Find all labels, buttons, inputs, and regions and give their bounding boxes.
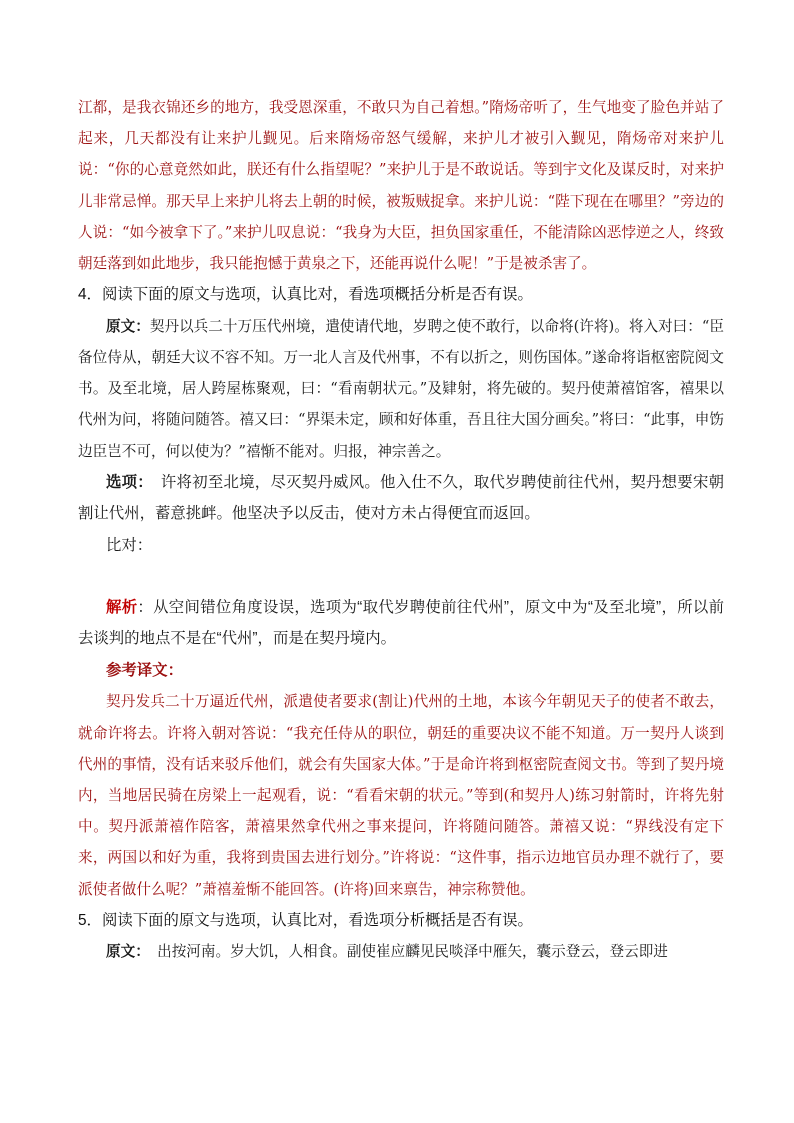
q4-reference-translation: 契丹发兵二十万逼近代州，派遣使者要求(割让)代州的土地，本该今年朝见天子的使者不敢去，就命许将去。许将入朝对答说：“我充任侍从的职位，朝廷的重要决议不能不知道。万一契丹人谈到代州的事情，没有话来驳斥他们，就会有失国家大体。”于是命许将到枢密院查阅文书。等到了契丹境内，当地居民骑在房梁上一起观看，说：“看看宋朝的状元。”等到(和契丹人)练习射箭时，许将先射中。契丹派萧禧作陪客，萧禧果然拿代州之事来提问，许将随问随答。萧禧又说：“界线没有定下来，两国以和好为重，我将到贵国去进行划分。”许将说：“这件事，指示边地官员办理不就行了，要派使者做什么呢？”萧禧羞惭不能回答。(许将)回来禀告，神宗称赞他。 (78, 693, 724, 898)
q4-analysis-paragraph (78, 592, 724, 655)
question-5-title: 5．阅读下面的原文与选项，认真比对，看选项分析概括是否有误。 (78, 911, 533, 929)
q4-option-paragraph (78, 467, 724, 530)
q5-original-label: 原文： (106, 943, 150, 961)
q5-original-text: 出按河南。岁大饥，人相食。副使崔应麟见民啖泽中雁矢，囊示登云，登云即进 (157, 943, 668, 961)
q5-original-paragraph (78, 936, 724, 967)
q4-analysis-text: ：从空间错位角度设误，选项为“取代岁聘使前往代州”，原文中为“及至北境”，所以前去谈判的地点不是在“代州”，而是在契丹境内。 (78, 598, 724, 648)
q4-analysis-label: 解析 (106, 598, 138, 616)
page-content (78, 92, 724, 968)
question-4-title: 4．阅读下面的原文与选项，认真比对，看选项概括分析是否有误。 (78, 286, 533, 304)
q4-compare-label: 比对： (106, 537, 153, 555)
q4-option-label: 选项： (106, 473, 153, 491)
q4-original-text: 契丹以兵二十万压代州境，遣使请代地，岁聘之使不敢行，以命将(许将)。将入对曰：“臣备位侍从，朝廷大议不容不知。万一北人言及代州事，不有以折之，则伤国体。”遂命将诣枢密院阅文书。及至北境，居人跨屋栋聚观，曰：“看南朝状元。”及肄射，将先破的。契丹使萧禧馆客，禧果以代州为问，将随问随答。禧又曰：“界渠未定，顾和好体重，吾且往大国分画矣。”将曰：“此事，申饬边臣岂不可，何以使为？”禧惭不能对。归报，神宗善之。 (78, 317, 724, 460)
q4-reference-label: 参考译文： (106, 661, 183, 679)
answer-blank-space (78, 562, 724, 592)
q4-original-label: 原文： (106, 317, 150, 335)
q4-option-text: 许将初至北境，尽灭契丹威风。他入仕不久，取代岁聘使前往代州，契丹想要宋朝割让代州，蓄意挑衅。他坚决予以反击，使对方未占得便宜而返回。 (78, 473, 724, 523)
story-translation-continuation: 江都，是我衣锦还乡的地方，我受恩深重，不敢只为自己着想。”隋炀帝听了，生气地变了脸色并站了起来，几天都没有让来护儿觐见。后来隋炀帝怒气缓解，来护儿才被引入觐见，隋炀帝对来护儿说：“你的心意竟然如此，朕还有什么指望呢？”来护儿于是不敢说话。等到宇文化及谋反时，对来护儿非常忌惮。那天早上来护儿将去上朝的时候，被叛贼捉拿。来护儿说：“陛下现在在哪里？”旁边的人说：“如今被拿下了。”来护儿叹息说：“我身为大臣，担负国家重任，不能清除凶恶悖逆之人，终致朝廷落到如此地步，我只能抱憾于黄泉之下，还能再说什么呢！”于是被杀害了。 (78, 99, 724, 273)
q4-original-paragraph (78, 311, 724, 467)
